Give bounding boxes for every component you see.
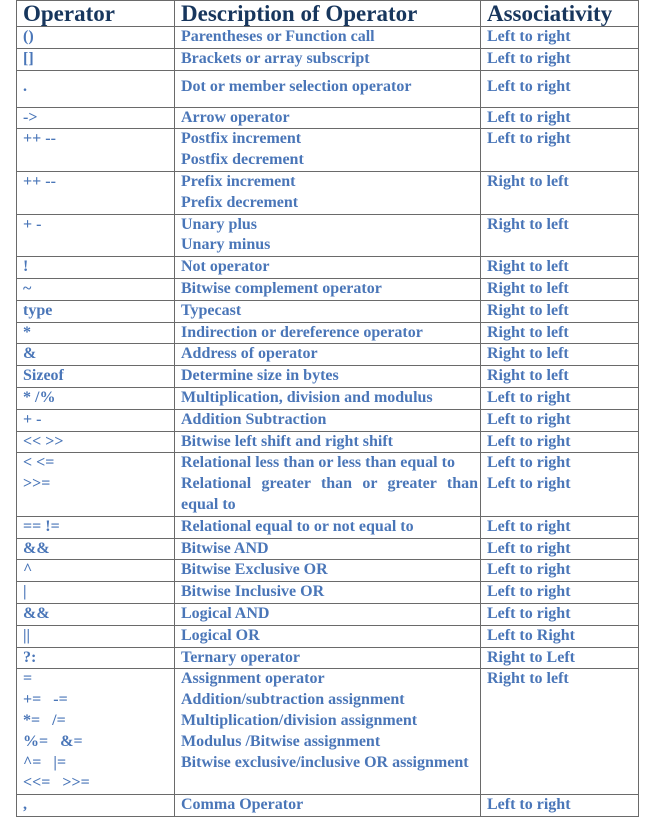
associativity-cell: Right to left bbox=[481, 278, 639, 300]
header-associativity: Associativity bbox=[481, 1, 639, 27]
table-row bbox=[17, 344, 639, 366]
operator-cell: ++ -- bbox=[17, 171, 175, 214]
associativity-cell: Left to right bbox=[481, 387, 639, 409]
operator-line: ^= |= bbox=[23, 753, 67, 771]
description-cell: Relational equal to or not equal to bbox=[175, 516, 481, 538]
table-row bbox=[17, 603, 639, 625]
description-cell: Logical AND bbox=[175, 603, 481, 625]
associativity-cell: Right to left bbox=[481, 344, 639, 366]
operator-line: *= /= bbox=[23, 711, 66, 729]
description-cell: Bitwise complement operator bbox=[175, 278, 481, 300]
description-cell bbox=[175, 669, 481, 795]
description-cell bbox=[175, 453, 481, 516]
description-line: Bitwise exclusive/inclusive OR assignment bbox=[181, 753, 469, 771]
operator-cell: , bbox=[17, 795, 175, 817]
operator-cell: . bbox=[17, 70, 175, 107]
associativity-cell: Left to right bbox=[481, 70, 639, 107]
table-row bbox=[17, 171, 639, 214]
table-row bbox=[17, 647, 639, 669]
operator-cell: () bbox=[17, 27, 175, 49]
operator-cell: || bbox=[17, 625, 175, 647]
description-cell bbox=[175, 214, 481, 257]
operator-cell: ! bbox=[17, 257, 175, 279]
operator-cell: == != bbox=[17, 516, 175, 538]
operator-cell: ^ bbox=[17, 560, 175, 582]
associativity-cell: Left to right bbox=[481, 795, 639, 817]
operator-cell: * /% bbox=[17, 387, 175, 409]
associativity-cell: Left to right bbox=[481, 431, 639, 453]
operator-line: <<= >>= bbox=[23, 774, 90, 792]
description-cell: Determine size in bytes bbox=[175, 366, 481, 388]
operator-line: += -= bbox=[23, 691, 68, 709]
associativity-cell: Right to left bbox=[481, 257, 639, 279]
description-cell: Dot or member selection operator bbox=[175, 70, 481, 107]
operator-line: < <= bbox=[23, 454, 55, 472]
associativity-cell: Right to left bbox=[481, 214, 639, 257]
description-cell: Not operator bbox=[175, 257, 481, 279]
description-line: Unary plus bbox=[181, 215, 258, 233]
associativity-line: Left to right bbox=[487, 475, 571, 493]
table-row bbox=[17, 322, 639, 344]
associativity-cell: Right to left bbox=[481, 300, 639, 322]
description-cell: Ternary operator bbox=[175, 647, 481, 669]
associativity-cell: Left to right bbox=[481, 107, 639, 129]
operator-precedence-table bbox=[16, 0, 639, 817]
operator-cell: [] bbox=[17, 48, 175, 70]
description-cell bbox=[175, 129, 481, 172]
table-row bbox=[17, 560, 639, 582]
table-row bbox=[17, 214, 639, 257]
operator-cell bbox=[17, 669, 175, 795]
description-line: Modulus /Bitwise assignment bbox=[181, 732, 381, 750]
description-cell: Address of operator bbox=[175, 344, 481, 366]
table-row bbox=[17, 107, 639, 129]
table-row bbox=[17, 538, 639, 560]
description-cell: Bitwise Inclusive OR bbox=[175, 582, 481, 604]
operator-cell: type bbox=[17, 300, 175, 322]
description-cell: Logical OR bbox=[175, 625, 481, 647]
operator-cell: ~ bbox=[17, 278, 175, 300]
table-row bbox=[17, 300, 639, 322]
description-line: Postfix increment bbox=[181, 130, 302, 148]
description-line: Postfix decrement bbox=[181, 151, 304, 169]
description-cell: Bitwise AND bbox=[175, 538, 481, 560]
operator-cell: && bbox=[17, 538, 175, 560]
operator-cell: * bbox=[17, 322, 175, 344]
table-row bbox=[17, 387, 639, 409]
table-row bbox=[17, 70, 639, 107]
table-row bbox=[17, 366, 639, 388]
description-cell: Addition Subtraction bbox=[175, 409, 481, 431]
table-row bbox=[17, 27, 639, 49]
description-cell: Bitwise Exclusive OR bbox=[175, 560, 481, 582]
operator-cell: -> bbox=[17, 107, 175, 129]
associativity-cell: Left to right bbox=[481, 603, 639, 625]
operator-cell bbox=[17, 453, 175, 516]
description-line: Relational less than or less than equal to bbox=[181, 454, 455, 472]
description-line: Multiplication/division assignment bbox=[181, 711, 418, 729]
header-row bbox=[17, 1, 639, 27]
table-row bbox=[17, 516, 639, 538]
description-cell: Indirection or dereference operator bbox=[175, 322, 481, 344]
associativity-cell: Right to Left bbox=[481, 647, 639, 669]
description-line: Prefix increment bbox=[181, 172, 296, 190]
table-row bbox=[17, 129, 639, 172]
operator-cell: | bbox=[17, 582, 175, 604]
associativity-cell: Left to right bbox=[481, 27, 639, 49]
description-line: Unary minus bbox=[181, 236, 271, 254]
associativity-cell: Left to right bbox=[481, 538, 639, 560]
associativity-cell: Left to right bbox=[481, 129, 639, 172]
associativity-cell: Left to right bbox=[481, 409, 639, 431]
associativity-cell: Right to left bbox=[481, 669, 639, 795]
description-line: Addition/subtraction assignment bbox=[181, 691, 405, 709]
description-cell: Comma Operator bbox=[175, 795, 481, 817]
operator-cell: & bbox=[17, 344, 175, 366]
header-operator: Operator bbox=[17, 1, 175, 27]
associativity-cell: Left to Right bbox=[481, 625, 639, 647]
description-cell: Arrow operator bbox=[175, 107, 481, 129]
operator-cell: << >> bbox=[17, 431, 175, 453]
description-line: Assignment operator bbox=[181, 670, 325, 688]
table-row bbox=[17, 409, 639, 431]
description-line: Prefix decrement bbox=[181, 193, 299, 211]
table-row bbox=[17, 278, 639, 300]
table-row bbox=[17, 257, 639, 279]
associativity-cell: Left to right bbox=[481, 48, 639, 70]
header-description: Description of Operator bbox=[175, 1, 481, 27]
operator-line: >>= bbox=[23, 475, 51, 493]
operator-cell: + - bbox=[17, 409, 175, 431]
operator-cell: ?: bbox=[17, 647, 175, 669]
associativity-line: Left to right bbox=[487, 454, 571, 472]
associativity-cell: Right to left bbox=[481, 171, 639, 214]
operator-cell: Sizeof bbox=[17, 366, 175, 388]
description-cell: Typecast bbox=[175, 300, 481, 322]
description-cell: Bitwise left shift and right shift bbox=[175, 431, 481, 453]
operator-cell: + - bbox=[17, 214, 175, 257]
operator-line: = bbox=[23, 670, 33, 688]
table-row bbox=[17, 795, 639, 817]
table-row bbox=[17, 48, 639, 70]
table-row bbox=[17, 582, 639, 604]
operator-cell: && bbox=[17, 603, 175, 625]
table-row bbox=[17, 453, 639, 516]
description-line: Relational greater than or greater than equal to bbox=[181, 475, 478, 513]
operator-cell: ++ -- bbox=[17, 129, 175, 172]
description-cell: Parentheses or Function call bbox=[175, 27, 481, 49]
associativity-cell: Right to left bbox=[481, 366, 639, 388]
operator-line: %= &= bbox=[23, 732, 83, 750]
associativity-cell: Left to right bbox=[481, 582, 639, 604]
table-row bbox=[17, 669, 639, 795]
description-cell bbox=[175, 171, 481, 214]
associativity-cell: Left to right bbox=[481, 560, 639, 582]
description-cell: Brackets or array subscript bbox=[175, 48, 481, 70]
table-row bbox=[17, 431, 639, 453]
associativity-cell bbox=[481, 453, 639, 516]
associativity-cell: Left to right bbox=[481, 516, 639, 538]
table-row bbox=[17, 625, 639, 647]
associativity-cell: Right to left bbox=[481, 322, 639, 344]
description-cell: Multiplication, division and modulus bbox=[175, 387, 481, 409]
